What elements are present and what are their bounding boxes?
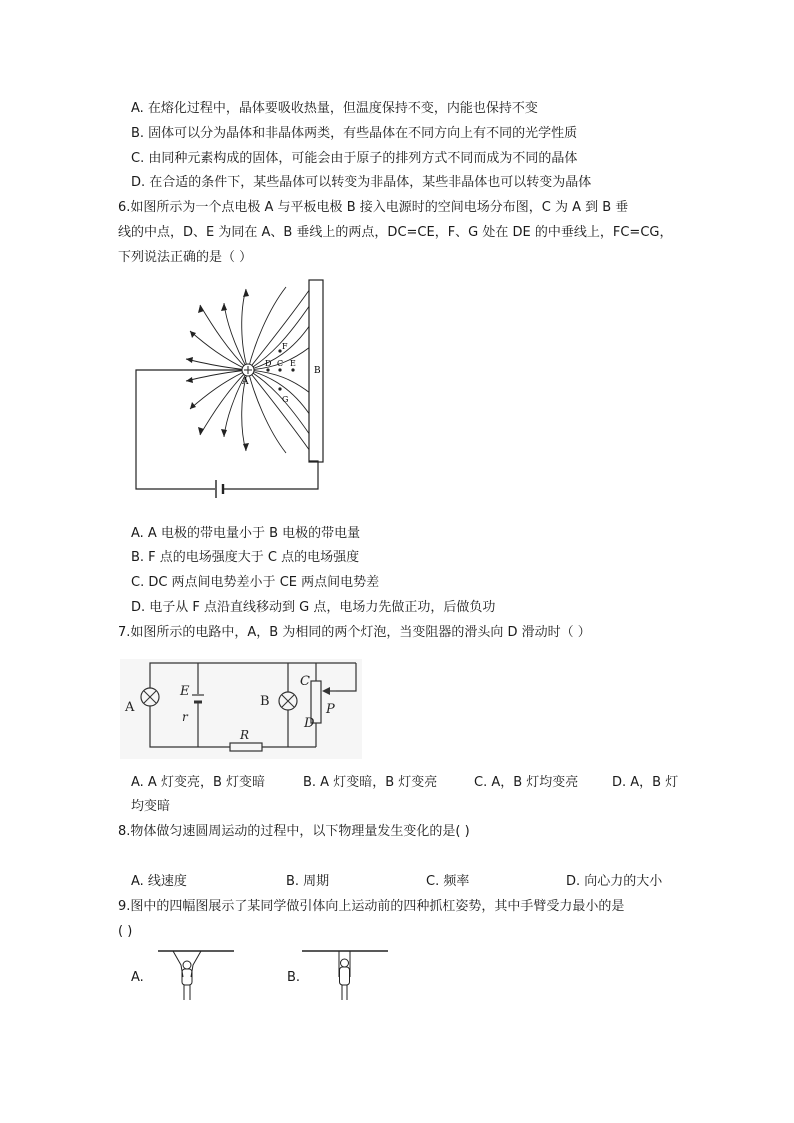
q6-stem-line-2: 线的中点，D、E 为同在 A、B 垂线上的两点，DC=CE，F、G 处在 DE 的中垂线上，FC=CG， bbox=[118, 225, 673, 240]
q6-option-a: A. A 电极的带电量小于 B 电极的带电量 bbox=[131, 526, 361, 541]
wire-left bbox=[136, 370, 242, 489]
q7-option-d: D. A，B 灯 bbox=[612, 775, 679, 790]
q7-option-b: B. A 灯变暗，B 灯变亮 bbox=[303, 775, 438, 790]
lamp-a-icon bbox=[141, 688, 159, 706]
q9-stem-cont: ( ) bbox=[118, 924, 133, 939]
q7-option-a: A. A 灯变亮，B 灯变暗 bbox=[131, 775, 266, 790]
resistor-r bbox=[230, 743, 262, 751]
label-c: C bbox=[300, 674, 310, 689]
label-g: G bbox=[282, 395, 289, 404]
q5-option-c: C. 由同种元素构成的固体，可能会由于原子的排列方式不同而成为不同的晶体 bbox=[131, 151, 578, 166]
q8-option-c: C. 频率 bbox=[426, 874, 470, 889]
q8-stem: 8.物体做匀速圆周运动的过程中，以下物理量发生变化的是( ) bbox=[118, 824, 470, 839]
q6-field-figure bbox=[128, 275, 338, 500]
q9-option-a: A. bbox=[131, 970, 144, 985]
q7-option-c: C. A，B 灯均变亮 bbox=[474, 775, 579, 790]
label-big-r: R bbox=[240, 728, 250, 742]
label-c: C bbox=[277, 359, 284, 368]
q6-stem-line-3: 下列说法正确的是（ ） bbox=[118, 250, 253, 265]
q7-circuit-figure bbox=[120, 659, 362, 759]
q7-option-d-cont: 均变暗 bbox=[131, 799, 171, 814]
q6-option-c: C. DC 两点间电势差小于 CE 两点间电势差 bbox=[131, 575, 380, 590]
label-a: A bbox=[125, 700, 135, 715]
label-b: B bbox=[314, 366, 321, 376]
lamp-b-icon bbox=[279, 692, 297, 710]
label-f: F bbox=[282, 342, 288, 351]
q6-option-b: B. F 点的电场强度大于 C 点的电场强度 bbox=[131, 550, 360, 565]
label-b: B bbox=[260, 694, 270, 709]
label-p: P bbox=[326, 702, 335, 717]
q7-stem: 7.如图所示的电路中，A，B 为相同的两个灯泡，当变阻器的滑头向 D 滑动时（ ） bbox=[118, 625, 591, 640]
q8-option-d: D. 向心力的大小 bbox=[566, 874, 663, 889]
q9-option-b: B. bbox=[287, 970, 301, 985]
wire-right bbox=[224, 461, 318, 489]
label-d: D bbox=[265, 359, 272, 368]
q9-figure-a bbox=[158, 947, 238, 1003]
q8-option-a: A. 线速度 bbox=[131, 874, 187, 889]
label-r: r bbox=[182, 710, 188, 724]
label-e: E bbox=[180, 684, 190, 699]
q6-option-d: D. 电子从 F 点沿直线移动到 G 点，电场力先做正功，后做负功 bbox=[131, 600, 496, 615]
q9-figure-b bbox=[300, 947, 392, 1003]
q5-option-b: B. 固体可以分为晶体和非晶体两类，有些晶体在不同方向上有不同的光学性质 bbox=[131, 126, 578, 141]
q8-option-b: B. 周期 bbox=[286, 874, 330, 889]
q6-stem-line-1: 6.如图所示为一个点电极 A 与平板电极 B 接入电源时的空间电场分布图，C 为 A 到 B 垂 bbox=[118, 200, 629, 215]
q5-option-d: D. 在合适的条件下，某些晶体可以转变为非晶体，某些非晶体也可以转变为晶体 bbox=[131, 175, 592, 190]
label-e: E bbox=[290, 359, 296, 368]
label-d: D bbox=[304, 716, 315, 731]
q9-stem: 9.图中的四幅图展示了某同学做引体向上运动前的四种抓杠姿势，其中手臂受力最小的是 bbox=[118, 899, 625, 914]
q5-option-a: A. 在熔化过程中，晶体要吸收热量，但温度保持不变，内能也保持不变 bbox=[131, 101, 538, 116]
label-a: A bbox=[242, 377, 249, 387]
